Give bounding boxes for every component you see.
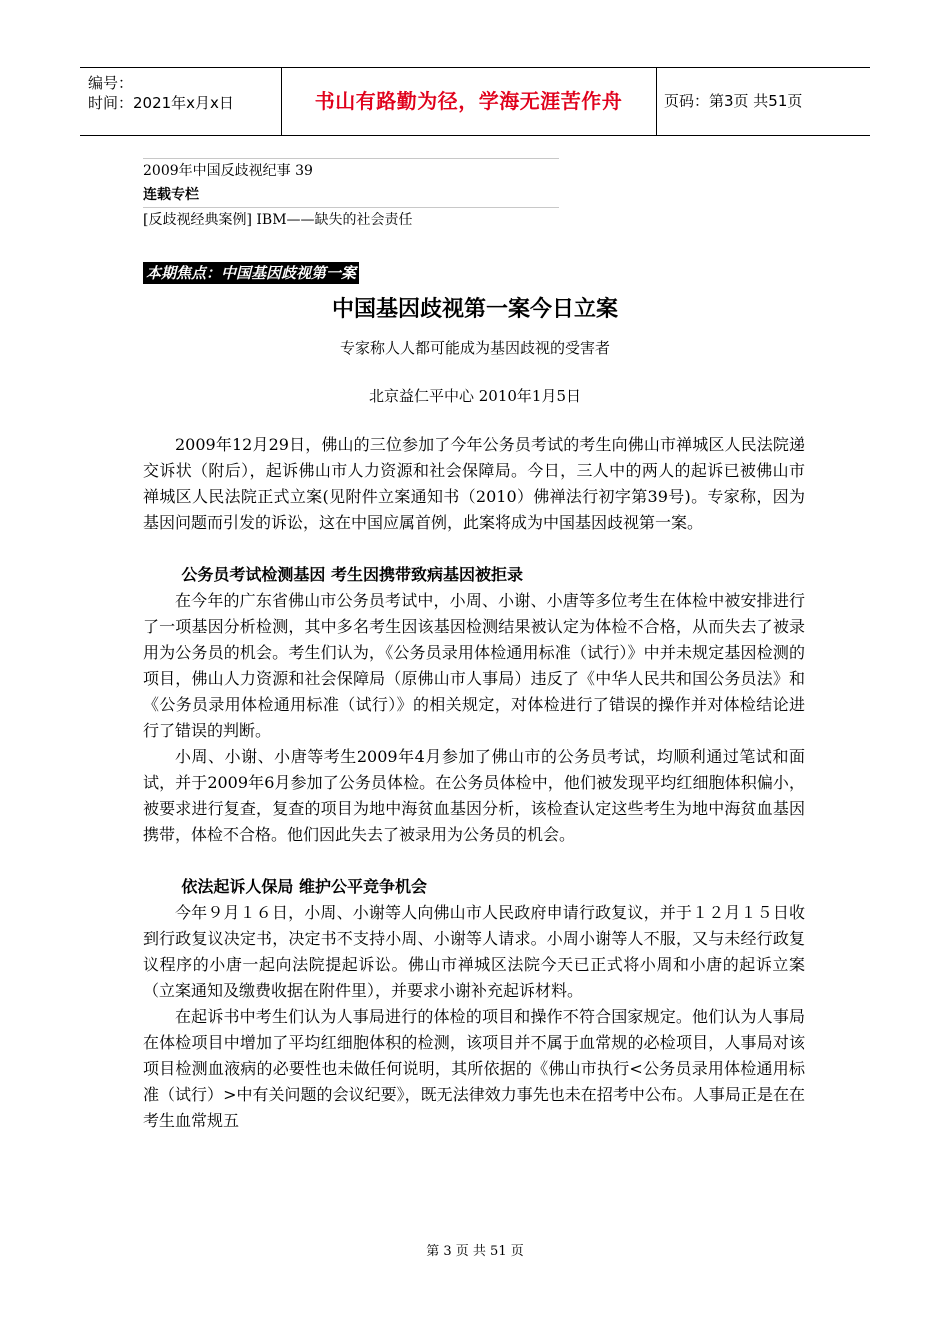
focus-tag: 本期焦点：中国基因歧视第一案 (143, 262, 359, 284)
paragraph: 小周、小谢、小唐等考生2009年4月参加了佛山市的公务员考试，均顺利通过笔试和面试，并于2009年6月参加了公务员体检。在公务员体检中，他们被发现平均红细胞体积偏小，被要求进行复查，复查的项目为地中海贫血基因分析，该检查认定这些考生为地中海贫血基因携带，体检不合格。他们因此失去了被录用为公务员的机会。 (143, 747, 805, 844)
document-time-label: 时间：2021年x月x日 (88, 94, 234, 112)
header-motto: 书山有路勤为径，学海无涯苦作舟 (314, 89, 623, 113)
series-info (143, 158, 559, 232)
paragraph-intro: 2009年12月29日，佛山的三位参加了今年公务员考试的考生向佛山市禅城区人民法院递交诉状（附后），起诉佛山市人力资源和社会保障局。今日，三人中的两人的起诉已被佛山市禅城区人民法院正式立案(见附件立案通知书（2010）佛禅法行初字第39号)。专家称，因为基因问题而引发的诉讼，这在中国应属首例，此案将成为中国基因歧视第一案。 (143, 435, 805, 532)
paragraph: 在起诉书中考生们认为人事局进行的体检的项目和操作不符合国家规定。他们认为人事局在体检项目中增加了平均红细胞体积的检测，该项目并不属于血常规的必检项目，人事局对该项目检测血液病的必要性也未做任何说明，其所依据的《佛山市执行<公务员录用体检通用标准（试行）>中有关问题的会议纪要》，既无法律效力事先也未在招考中公布。人事局正是在在考生血常规五 (143, 1007, 805, 1130)
article-source: 北京益仁平中心 2010年1月5日 (368, 387, 582, 405)
spacer (143, 848, 805, 874)
document-number-label: 编号： (88, 74, 134, 92)
article-title: 中国基因歧视第一案今日立案 (331, 297, 618, 322)
spacer (143, 536, 805, 562)
article-body (143, 432, 805, 1134)
page-footer: 第 3 页 共 51 页 (426, 1244, 524, 1259)
series-issue: 2009年中国反歧视纪事 39 (143, 163, 313, 179)
section-heading: 依法起诉人保局 维护公平竞争机会 (181, 877, 427, 896)
section-heading: 公务员考试检测基因 考生因携带致病基因被拒录 (181, 565, 523, 584)
series-column-label: 连载专栏 (143, 187, 199, 203)
paragraph: 在今年的广东省佛山市公务员考试中，小周、小谢、小唐等多位考生在体检中被安排进行了一项基因分析检测，其中多名考生因该基因检测结果被认定为体检不合格，从而失去了被录用为公务员的机会。考生们认为，《公务员录用体检通用标准（试行）》中并未规定基因检测的项目，佛山人力资源和社会保障局（原佛山市人事局）违反了《中华人民共和国公务员法》和《公务员录用体检通用标准（试行）》的相关规定，对体检进行了错误的操作并对体检结论进行了错误的判断。 (143, 591, 805, 740)
header-page-number: 页码：第3页 共51页 (664, 92, 803, 110)
article-subtitle: 专家称人人都可能成为基因歧视的受害者 (339, 339, 610, 357)
series-case-title: [反歧视经典案例] IBM——缺失的社会责任 (143, 212, 413, 228)
header-meta (88, 73, 234, 113)
page-header (80, 67, 870, 136)
header-divider (656, 68, 657, 135)
paragraph: 今年９月１６日，小周、小谢等人向佛山市人民政府申请行政复议，并于１２月１５日收到行政复议决定书，决定书不支持小周、小谢等人请求。小周小谢等人不服，又与未经行政复议程序的小唐一起向法院提起诉讼。佛山市禅城区法院今天已正式将小周和小唐的起诉立案（立案通知及缴费收据在附件里），并要求小谢补充起诉材料。 (143, 903, 805, 1000)
